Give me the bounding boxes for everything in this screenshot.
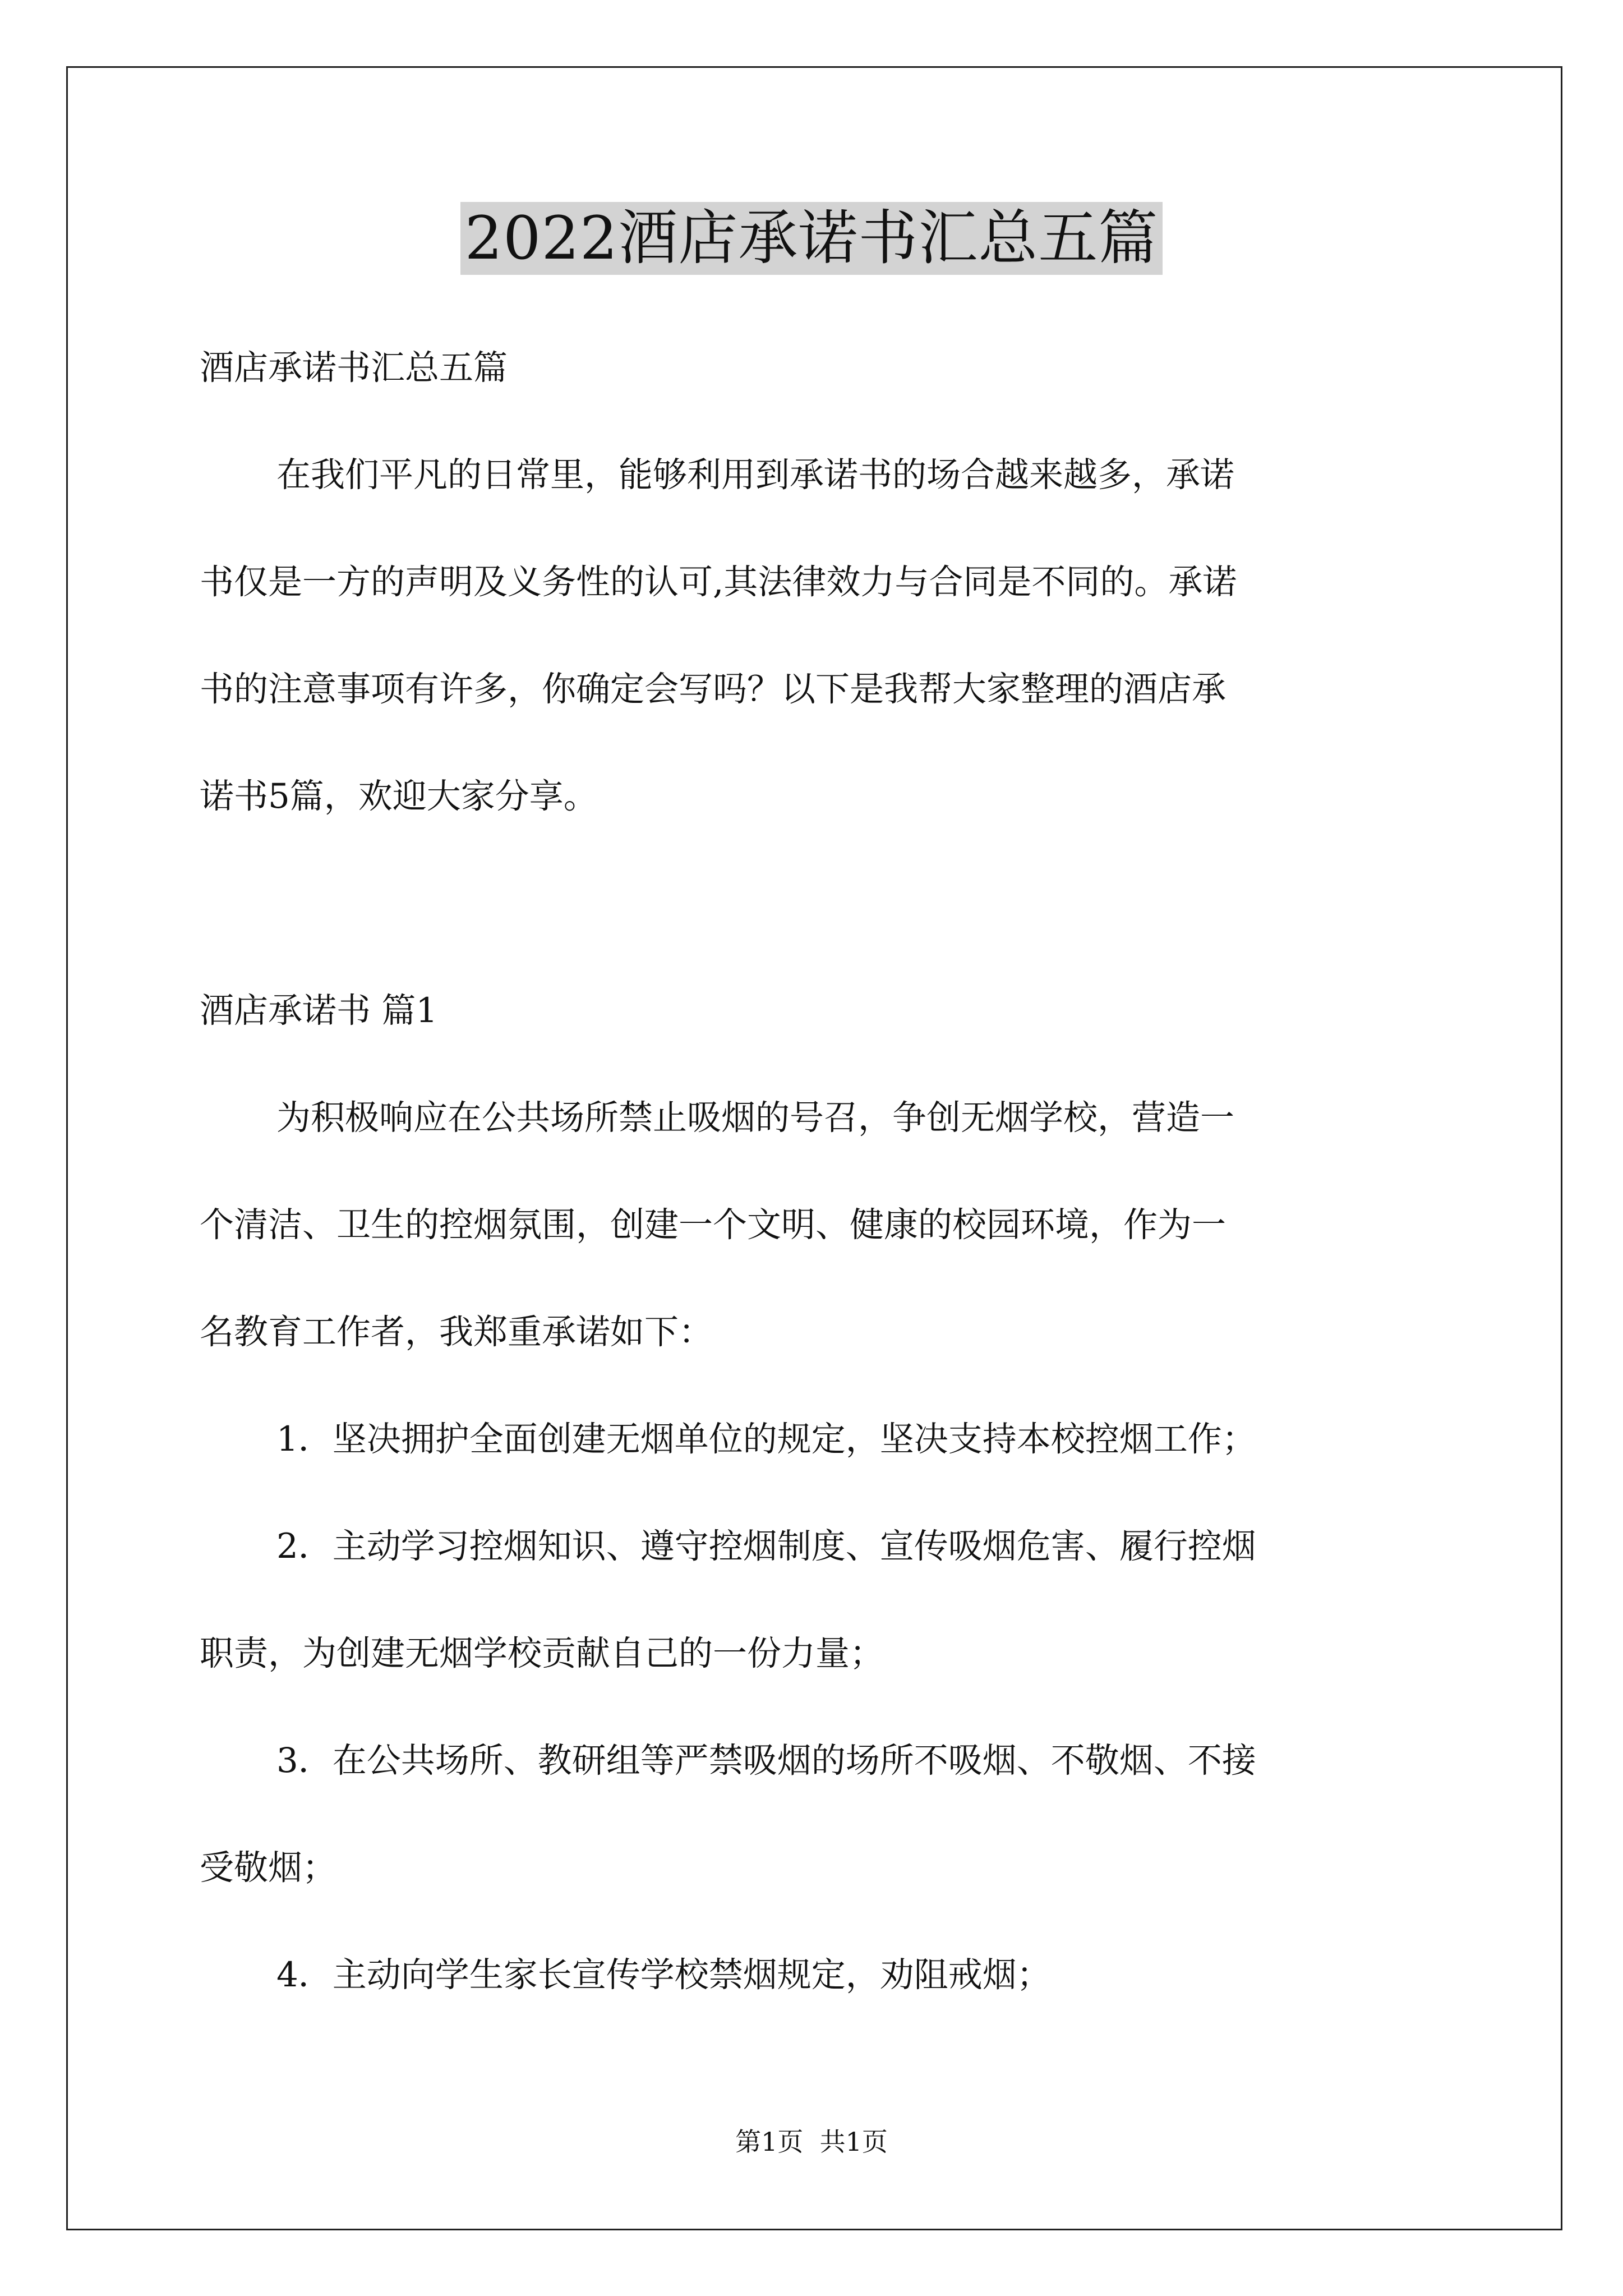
document-body <box>200 314 1450 2028</box>
intro-line: 诺书5篇，欢迎大家分享。 <box>200 776 598 816</box>
intro-line: 在我们平凡的日常里，能够利用到承诺书的场合越来越多，承诺 <box>276 455 1235 495</box>
section-line: 个清洁、卫生的控烟氛围，创建一个文明、健康的校园环境，作为一 <box>200 1205 1227 1245</box>
section-heading: 酒店承诺书 篇1 <box>200 991 438 1030</box>
list-item-1: 1．坚决拥护全面创建无烟单位的规定，坚决支持本校控烟工作； <box>276 1419 1256 1459</box>
title-container <box>0 202 1623 275</box>
page-number: 第1页 共1页 <box>735 2127 888 2157</box>
intro-line: 书仅是一方的声明及义务性的认可,其法律效力与合同是不同的。承诺 <box>200 562 1237 602</box>
intro-line: 书的注意事项有许多，你确定会写吗？以下是我帮大家整理的酒店承 <box>200 669 1227 709</box>
list-item-4: 4．主动向学生家长宣传学校禁烟规定，劝阻戒烟； <box>276 1955 1051 1995</box>
section-line: 名教育工作者，我郑重承诺如下： <box>200 1312 713 1352</box>
document-title: 2022酒店承诺书汇总五篇 <box>460 202 1163 275</box>
list-item-3-continued: 受敬烟； <box>200 1848 337 1888</box>
page-footer <box>0 2125 1623 2159</box>
list-item-2-continued: 职责，为创建无烟学校贡献自己的一份力量； <box>200 1634 884 1673</box>
list-item-3: 3．在公共场所、教研组等严禁吸烟的场所不吸烟、不敬烟、不接 <box>276 1741 1256 1780</box>
paragraph-spacer <box>200 850 1450 957</box>
list-item-2: 2．主动学习控烟知识、遵守控烟制度、宣传吸烟危害、履行控烟 <box>276 1526 1256 1566</box>
document-subtitle: 酒店承诺书汇总五篇 <box>200 348 508 388</box>
section-line: 为积极响应在公共场所禁止吸烟的号召，争创无烟学校，营造一 <box>276 1098 1235 1138</box>
